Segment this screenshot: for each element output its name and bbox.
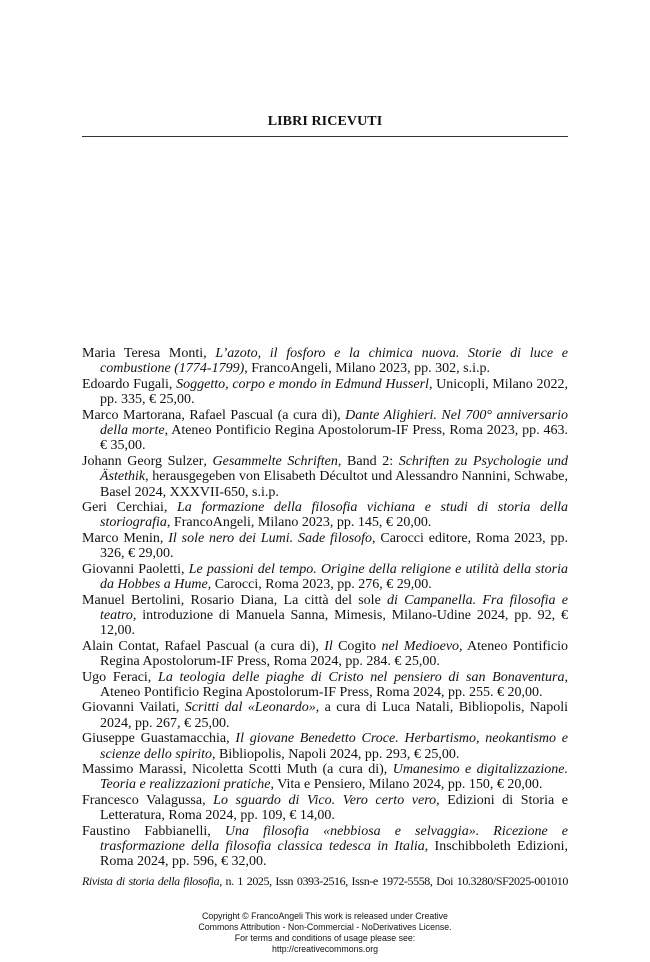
entry-text: , Carocci editore, Roma 2023, pp. 326, € 29,00. bbox=[100, 530, 569, 562]
entry-text: , Inschibboleth Edizioni, Roma 2024, pp. 596, € 32,00. bbox=[100, 839, 568, 870]
license-url-line bbox=[0, 944, 650, 955]
entry-italic-text: nel Medioevo bbox=[376, 638, 460, 654]
entry-text: Maria Teresa Monti, bbox=[82, 346, 216, 361]
entry-text: , Bibliopolis, Napoli 2024, pp. 293, € 25,00. bbox=[212, 746, 460, 762]
entry-italic-text: Dante Alighieri. Nel 700° anniversario della morte bbox=[100, 407, 569, 439]
entry-italic-text: Il giovane Benedetto Croce. Herbartismo, neokantismo e scienze dello spirito bbox=[100, 731, 569, 762]
entry-text: , Ateneo Pontificio Regina Apostolorum-IF Press, Roma 2024, pp. 255. € 20,00. bbox=[100, 669, 569, 700]
book-entry bbox=[82, 562, 568, 593]
entry-text: , introduzione di Manuela Sanna, Mimesis, Milano-Udine 2024, pp. 92, € 12,00. bbox=[100, 607, 568, 639]
license-link[interactable]: http://creativecommons.org bbox=[271, 944, 379, 954]
journal-details: , n. 1 2025, Issn 0393-2516, Issn-e 1972-5558, Doi 10.3280/SF2025-001010 bbox=[219, 874, 568, 888]
copyright-notice bbox=[0, 911, 650, 955]
entry-italic-text: Soggetto, corpo e mondo in Edmund Husserl bbox=[176, 376, 429, 392]
entry-text: , FrancoAngeli, Milano 2023, pp. 302, s.i.p. bbox=[244, 361, 491, 377]
book-entry bbox=[82, 346, 568, 377]
entry-italic-text: Una filosofia «nebbiosa e selvaggia». Ricezione e trasformazione della filosofia classica tedesca in Italia bbox=[100, 823, 569, 854]
book-entry bbox=[82, 824, 568, 870]
book-entry bbox=[82, 500, 568, 531]
copyright-line: Copyright © FrancoAngeli This work is released under Creative bbox=[202, 911, 448, 921]
entry-italic-text: La formazione della filosofia vichiana e studi di storia della storiografia bbox=[100, 500, 569, 531]
entry-text: Johann Georg Sulzer bbox=[82, 453, 204, 469]
copyright-line: Commons Attribution - Non-Commercial - NoDerivatives License. bbox=[198, 922, 452, 932]
entry-text: Marco Martorana, Rafael Pascual (a cura di), bbox=[82, 407, 346, 423]
book-entry bbox=[82, 700, 568, 731]
entry-italic-text: L’azoto, il fosforo e la chimica nuova. Storie di luce e combustione (1774-1799) bbox=[100, 346, 568, 377]
entry-italic-text: Lo sguardo di Vico. Vero certo vero bbox=[213, 792, 437, 808]
book-entry bbox=[82, 593, 568, 639]
entry-text: Marco Menin, bbox=[82, 530, 169, 546]
entry-text: , Band 2: bbox=[337, 453, 399, 469]
entry-text: Massimo Marassi, Nicoletta Scotti Muth (a cura di), bbox=[82, 761, 393, 777]
entry-text: , Edizioni di Storia e Letteratura, Roma 2024, pp. 109, € 14,00. bbox=[100, 792, 568, 824]
entry-text: Faustino Fabbianelli, bbox=[82, 823, 225, 839]
entry-text: Geri Cerchiai, bbox=[82, 500, 177, 516]
entry-italic-text: Il sole nero dei Lumi. Sade filosofo bbox=[168, 530, 373, 546]
entry-text: Francesco Valagussa, bbox=[82, 792, 214, 808]
entry-text: Manuel Bertolini, Rosario Diana, La città del sole bbox=[82, 592, 388, 608]
entry-italic-text: Scritti dal «Leonardo» bbox=[184, 700, 316, 716]
book-list bbox=[82, 346, 568, 870]
entry-text: , Unicopli, Milano 2022, pp. 335, € 25,00. bbox=[100, 376, 569, 408]
book-entry bbox=[82, 762, 568, 793]
journal-name: Rivista di storia della filosofia bbox=[82, 874, 220, 888]
entry-text: Edoardo Fugali, bbox=[82, 376, 177, 392]
entry-text: Cogito bbox=[338, 638, 377, 654]
entry-text: , Vita e Pensiero, Milano 2024, pp. 150, € 20,00. bbox=[270, 777, 543, 793]
book-entry bbox=[82, 408, 568, 454]
entry-text: , Carocci, Roma 2023, pp. 276, € 29,00. bbox=[207, 577, 432, 593]
entry-text: , a cura di Luca Natali, Bibliopolis, Napoli 2024, pp. 267, € 25,00. bbox=[100, 700, 568, 731]
entry-text: , Ateneo Pontificio Regina Apostolorum-IF Press, Roma 2024, pp. 284. € 25,00. bbox=[100, 638, 568, 670]
entry-text: Giovanni Paoletti, bbox=[82, 561, 189, 577]
book-entry bbox=[82, 793, 568, 824]
entry-text: , Ateneo Pontificio Regina Apostolorum-IF Press, Roma 2023, pp. 463. € 35,00. bbox=[100, 423, 569, 454]
book-entry bbox=[82, 731, 568, 762]
book-entry bbox=[82, 454, 568, 500]
section-title: LIBRI RICEVUTI bbox=[267, 114, 383, 129]
title-rule bbox=[82, 136, 568, 137]
entry-italic-text: Schriften zu Psychologie und Ästethik bbox=[100, 453, 568, 485]
copyright-line: For terms and conditions of usage please see: bbox=[234, 933, 416, 943]
book-entry bbox=[82, 377, 568, 408]
journal-citation bbox=[82, 873, 568, 889]
book-entry bbox=[82, 670, 568, 701]
entry-italic-text: La teologia delle piaghe di Cristo nel pensiero di san Bonaventura bbox=[158, 669, 565, 685]
entry-italic-text: Le passioni del tempo. Origine della religione e utilità della storia da Hobbes a Hume bbox=[100, 561, 568, 593]
entry-text: , herausgegeben von Elisabeth Décultot und Alessandro Nannini, Schwabe, Basel 2024, XXXVII-650, s.i.p. bbox=[100, 469, 568, 500]
book-entry bbox=[82, 639, 568, 670]
entry-text: Alain Contat, Rafael Pascual (a cura di), bbox=[82, 638, 325, 654]
entry-text: Giovanni Vailati, bbox=[82, 700, 185, 716]
entry-italic-text: Il bbox=[324, 638, 339, 654]
entry-italic-text: , Gesammelte Schriften bbox=[203, 453, 338, 469]
entry-text: , FrancoAngeli, Milano 2023, pp. 145, € 20,00. bbox=[166, 515, 432, 531]
entry-text: Giuseppe Guastamacchia, bbox=[82, 731, 236, 747]
book-entry bbox=[82, 531, 568, 562]
entry-italic-text: di Campanella. Fra filosofia e teatro bbox=[100, 592, 568, 623]
entry-text: Ugo Feraci, bbox=[82, 669, 159, 685]
entry-italic-text: Umanesimo e digitalizzazione. Teoria e realizzazioni pratiche bbox=[100, 761, 568, 793]
